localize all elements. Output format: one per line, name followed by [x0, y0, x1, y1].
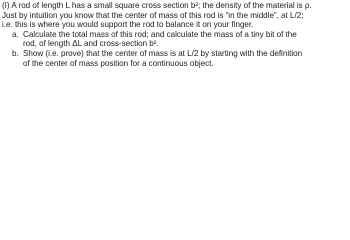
part-b-marker: b.	[12, 48, 19, 58]
part-b	[2, 49, 348, 68]
intro-line: i.e. this is where you would support the rod to balance it on your finger.	[2, 20, 254, 30]
part-a-line: rod, of length ΔL and cross-section b².	[23, 39, 159, 49]
part-a	[2, 30, 348, 49]
intro-line: (I) A rod of length L has a small square cross section b²; the density of the material is ρ.	[2, 1, 312, 10]
part-a-line: Calculate the total mass of this rod; and calculate the mass of a tiny bit of the	[23, 29, 297, 39]
part-b-line: of the center of mass position for a continuous object.	[23, 58, 214, 68]
intro-line: Just by intuition you know that the center of mass of this rod is “in the middle”, at L/2;	[2, 10, 304, 20]
problem-text	[2, 1, 348, 68]
part-a-marker: a.	[12, 29, 19, 39]
part-b-line: Show (i.e. prove) that the center of mass is at L/2 by starting with the definition	[23, 48, 303, 58]
